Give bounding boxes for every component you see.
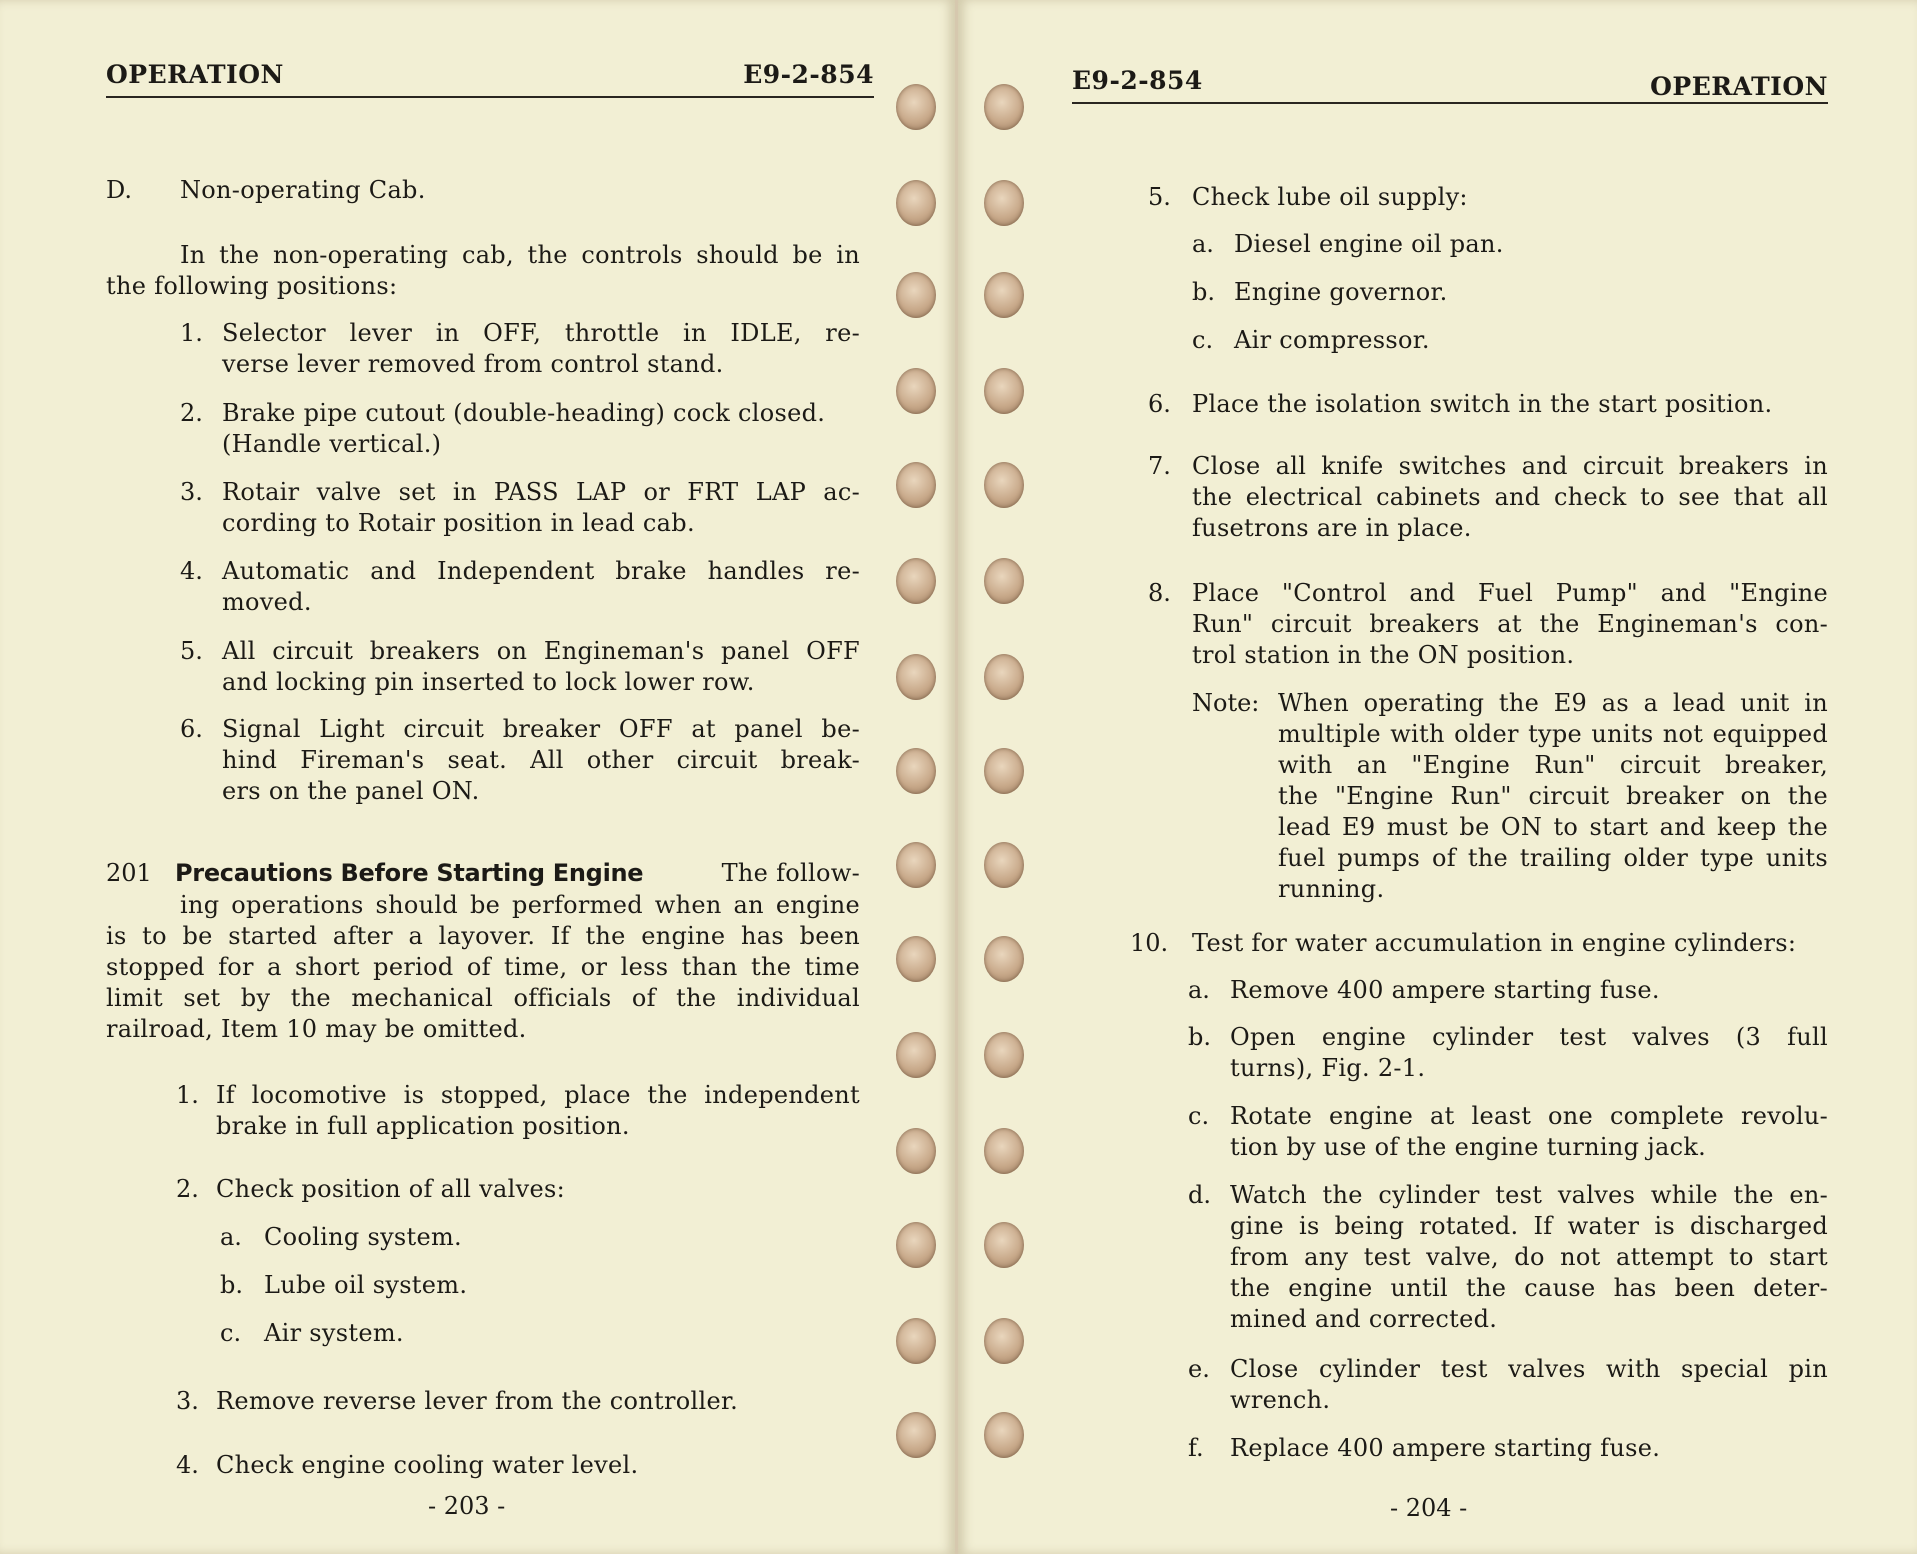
binder-hole [896, 654, 936, 700]
left-header [106, 60, 874, 98]
item-6-line-1: Signal Light circuit breaker OFF at panel be- [222, 715, 860, 743]
sec201-line-2: is to be started after a layover. If the engine has been [106, 922, 860, 950]
item-2-line-1: Brake pipe cutout (double-heading) cock closed. [222, 399, 826, 427]
r-step-10d-line-5: mined and corrected. [1230, 1305, 1498, 1333]
r-step-10d-line-2: gine is being rotated. If water is discharged [1230, 1212, 1828, 1240]
binder-hole [984, 1318, 1024, 1364]
step-2-line-1: Check position of all valves: [216, 1175, 565, 1203]
valve-a-text: Cooling system. [264, 1223, 462, 1251]
step-1-line-2: brake in full application position. [216, 1112, 630, 1140]
binder-hole [896, 558, 936, 604]
right-header [1072, 66, 1828, 104]
note-line-1: When operating the E9 as a lead unit in [1278, 689, 1828, 717]
r-step-10e-letter: e. [1188, 1355, 1210, 1383]
item-3-line-1: Rotair valve set in PASS LAP or FRT LAP ac- [222, 478, 860, 506]
step-3-number: 3. [176, 1387, 199, 1415]
r-step-8-line-3: trol station in the ON position. [1192, 641, 1575, 669]
r-step-10d-line-1: Watch the cylinder test valves while the en- [1230, 1181, 1828, 1209]
valve-b-text: Lube oil system. [264, 1271, 468, 1299]
r-step-10c-line-1: Rotate engine at least one complete revolu- [1230, 1102, 1828, 1130]
r-step-5-number: 5. [1148, 183, 1171, 211]
item-5-line-1: All circuit breakers on Engineman's panel OFF [222, 637, 860, 665]
section-d-title: Non-operating Cab. [180, 176, 426, 204]
step-2-number: 2. [176, 1175, 199, 1203]
left-page-number: - 203 - [428, 1492, 506, 1520]
item-4-line-1: Automatic and Independent brake handles re- [222, 557, 860, 585]
step-1-line-1: If locomotive is stopped, place the independent [216, 1081, 860, 1109]
r-step-8-line-2: Run" circuit breakers at the Engineman's con- [1192, 610, 1828, 638]
binder-hole [896, 368, 936, 414]
section-201-title: Precautions Before Starting Engine [175, 859, 644, 887]
binder-hole [984, 84, 1024, 130]
binder-hole [896, 842, 936, 888]
binder-hole [896, 1318, 936, 1364]
binder-hole [896, 1412, 936, 1458]
r-step-5a-text: Diesel engine oil pan. [1234, 230, 1504, 258]
binder-hole [896, 180, 936, 226]
step-4-number: 4. [176, 1451, 199, 1479]
binder-hole [984, 368, 1024, 414]
valve-b-letter: b. [220, 1271, 243, 1299]
binder-hole [984, 842, 1024, 888]
binder-hole [896, 1032, 936, 1078]
sec201-line-4: limit set by the mechanical officials of the individual [106, 984, 860, 1012]
binder-hole [984, 272, 1024, 318]
right-header-title: OPERATION [1650, 72, 1828, 101]
r-step-5c-letter: c. [1192, 326, 1214, 354]
r-step-10b-line-2: turns), Fig. 2-1. [1230, 1054, 1426, 1082]
r-step-7-line-2: the electrical cabinets and check to see that all [1192, 483, 1828, 511]
r-step-5-text: Check lube oil supply: [1192, 183, 1468, 211]
item-6-line-2: hind Fireman's seat. All other circuit break- [222, 746, 860, 774]
valve-c-text: Air system. [264, 1319, 404, 1347]
intro-line-2: the following positions: [106, 272, 398, 300]
item-6-number: 6. [180, 715, 203, 743]
item-6-line-3: ers on the panel ON. [222, 777, 480, 805]
r-step-10a-letter: a. [1188, 976, 1210, 1004]
r-step-8-line-1: Place "Control and Fuel Pump" and "Engine [1192, 579, 1828, 607]
step-4-line-1: Check engine cooling water level. [216, 1451, 639, 1479]
r-step-10b-line-1: Open engine cylinder test valves (3 full [1230, 1023, 1828, 1051]
right-header-doc-id: E9-2-854 [1072, 66, 1203, 95]
binder-hole [984, 1222, 1024, 1268]
item-5-line-2: and locking pin inserted to lock lower row. [222, 668, 755, 696]
binder-hole [896, 1222, 936, 1268]
item-4-line-2: moved. [222, 588, 312, 616]
r-step-10f-letter: f. [1188, 1434, 1204, 1462]
binder-hole [984, 748, 1024, 794]
item-2-line-2: (Handle vertical.) [222, 430, 442, 458]
binder-hole [984, 462, 1024, 508]
r-step-10f-line-1: Replace 400 ampere starting fuse. [1230, 1434, 1661, 1462]
r-step-10d-letter: d. [1188, 1181, 1211, 1209]
left-page [0, 0, 955, 1554]
r-step-7-line-1: Close all knife switches and circuit breakers in [1192, 452, 1828, 480]
r-step-5a-letter: a. [1192, 230, 1214, 258]
r-step-10d-line-3: from any test valve, do not attempt to start [1230, 1243, 1828, 1271]
sec201-line-1: ing operations should be performed when an engine [180, 891, 860, 919]
intro-line-1: In the non-operating cab, the controls should be in [180, 241, 860, 269]
binder-hole [984, 936, 1024, 982]
note-line-6: fuel pumps of the trailing older type units [1278, 844, 1828, 872]
item-3-number: 3. [180, 478, 203, 506]
item-1-number: 1. [180, 319, 203, 347]
section-201-heading [175, 858, 860, 889]
binder-hole [984, 1128, 1024, 1174]
r-step-5c-text: Air compressor. [1234, 326, 1430, 354]
left-header-title: OPERATION [106, 60, 284, 89]
item-1-line-1: Selector lever in OFF, throttle in IDLE, re- [222, 319, 860, 347]
item-1-line-2: verse lever removed from control stand. [222, 350, 724, 378]
binder-hole [984, 180, 1024, 226]
r-step-10-text: Test for water accumulation in engine cylinders: [1192, 929, 1797, 957]
binder-hole [896, 936, 936, 982]
r-step-10a-line-1: Remove 400 ampere starting fuse. [1230, 976, 1660, 1004]
left-header-doc-id: E9-2-854 [743, 60, 874, 89]
binder-hole [896, 84, 936, 130]
note-line-7: running. [1278, 875, 1385, 903]
note-line-4: the "Engine Run" circuit breaker on the [1278, 782, 1828, 810]
r-step-10c-line-2: tion by use of the engine turning jack. [1230, 1133, 1707, 1161]
r-step-10d-line-4: the engine until the cause has been deter- [1230, 1274, 1828, 1302]
section-201-number: 201 [106, 859, 152, 887]
r-step-10c-letter: c. [1188, 1102, 1210, 1130]
right-page [958, 0, 1917, 1554]
binder-hole [984, 558, 1024, 604]
item-3-line-2: cording to Rotair position in lead cab. [222, 509, 695, 537]
r-step-10e-line-2: wrench. [1230, 1386, 1331, 1414]
valve-c-letter: c. [220, 1319, 242, 1347]
binder-hole [984, 1412, 1024, 1458]
r-step-10-number: 10. [1130, 929, 1169, 957]
valve-a-letter: a. [220, 1223, 242, 1251]
binder-hole [984, 654, 1024, 700]
r-step-6-number: 6. [1148, 390, 1171, 418]
item-4-number: 4. [180, 557, 203, 585]
r-step-5b-letter: b. [1192, 278, 1215, 306]
binder-hole [896, 462, 936, 508]
sec201-line-3: stopped for a short period of time, or less than the time [106, 953, 860, 981]
note-label: Note: [1192, 689, 1260, 717]
r-step-8-number: 8. [1148, 579, 1171, 607]
binder-hole [896, 272, 936, 318]
note-line-3: with an "Engine Run" circuit breaker, [1278, 751, 1828, 779]
binder-hole [896, 1128, 936, 1174]
item-2-number: 2. [180, 399, 203, 427]
item-5-number: 5. [180, 637, 203, 665]
binder-hole [984, 1032, 1024, 1078]
note-line-5: lead E9 must be ON to start and keep the [1278, 813, 1828, 841]
r-step-10b-letter: b. [1188, 1023, 1211, 1051]
r-step-10e-line-1: Close cylinder test valves with special pin [1230, 1355, 1828, 1383]
sec201-line-5: railroad, Item 10 may be omitted. [106, 1015, 527, 1043]
r-step-6-text: Place the isolation switch in the start position. [1192, 390, 1773, 418]
step-3-line-1: Remove reverse lever from the controller. [216, 1387, 739, 1415]
step-1-number: 1. [176, 1081, 199, 1109]
r-step-7-line-3: fusetrons are in place. [1192, 514, 1472, 542]
section-201-first-words: The follow- [721, 859, 860, 887]
r-step-7-number: 7. [1148, 452, 1171, 480]
note-line-2: multiple with older type units not equipped [1278, 720, 1828, 748]
right-page-number: - 204 - [1390, 1494, 1468, 1522]
binder-hole [896, 748, 936, 794]
r-step-5b-text: Engine governor. [1234, 278, 1448, 306]
section-d-letter: D. [106, 176, 133, 204]
